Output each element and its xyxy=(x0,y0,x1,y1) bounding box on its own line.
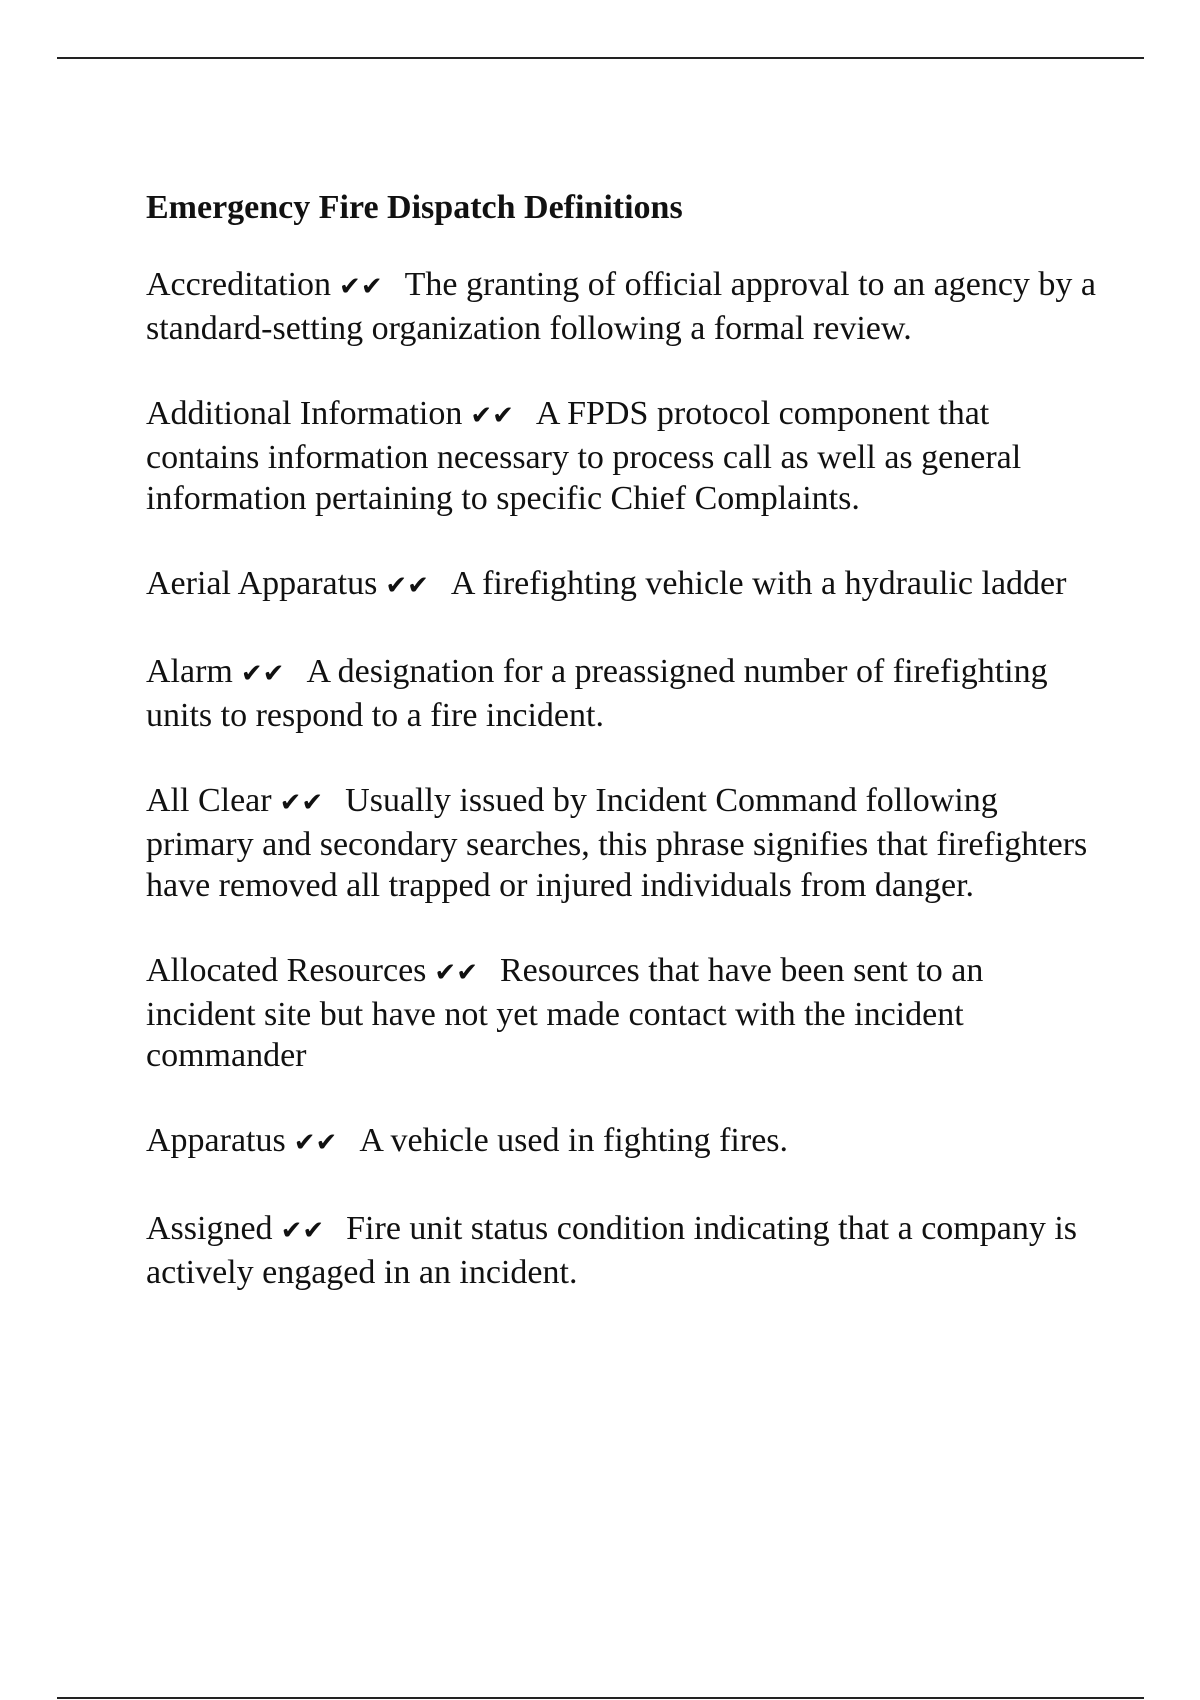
document-title: Emergency Fire Dispatch Definitions xyxy=(146,189,683,226)
check-marks-icon: ✔✔ xyxy=(339,272,383,302)
definition-entry xyxy=(146,651,1096,736)
definition-entry xyxy=(146,780,1096,906)
check-marks-icon: ✔✔ xyxy=(434,958,478,988)
definition-entry xyxy=(146,264,1096,349)
entry-definition: Resources that have been sent to an incident site but have not yet made contact with the incident commander xyxy=(146,952,984,1074)
definition-entry xyxy=(146,1120,1096,1164)
entry-term: Apparatus xyxy=(146,1122,286,1159)
entry-definition: A vehicle used in fighting fires. xyxy=(359,1122,789,1159)
entry-term: Aerial Apparatus xyxy=(146,565,378,602)
definition-entry xyxy=(146,1208,1096,1293)
entry-definition: Fire unit status condition indicating that a company is actively engaged in an incident. xyxy=(146,1210,1078,1291)
definition-entry xyxy=(146,393,1096,519)
check-marks-icon: ✔✔ xyxy=(470,401,514,431)
entry-term: Accreditation xyxy=(146,266,332,303)
check-marks-icon: ✔✔ xyxy=(279,788,324,818)
entry-definition: The granting of official approval to an agency by a standard-setting organization following a formal review. xyxy=(146,266,1096,347)
definition-entry xyxy=(146,950,1096,1076)
entry-term: All Clear xyxy=(146,782,272,819)
entry-definition: A FPDS protocol component that contains information necessary to process call as well as general information pertaining to specific Chief Complaints. xyxy=(146,395,1022,517)
check-marks-icon: ✔✔ xyxy=(293,1128,338,1158)
check-marks-icon: ✔✔ xyxy=(240,659,285,689)
entry-term: Assigned xyxy=(146,1210,273,1247)
entry-definition: A firefighting vehicle with a hydraulic ladder xyxy=(450,565,1067,602)
definition-entry xyxy=(146,563,1096,607)
entry-definition: Usually issued by Incident Command following primary and secondary searches, this phrase signifies that firefighters have removed all trapped or injured individuals from danger. xyxy=(146,782,1088,904)
top-divider xyxy=(57,57,1144,59)
document-body xyxy=(146,188,1096,1337)
check-marks-icon: ✔✔ xyxy=(385,571,429,601)
bottom-divider xyxy=(57,1697,1144,1699)
entry-term: Allocated Resources xyxy=(146,952,427,989)
entry-term: Alarm xyxy=(146,653,233,690)
entry-definition: A designation for a preassigned number of firefighting units to respond to a fire incident. xyxy=(146,653,1048,734)
check-marks-icon: ✔✔ xyxy=(280,1216,325,1246)
entry-term: Additional Information xyxy=(146,395,463,432)
